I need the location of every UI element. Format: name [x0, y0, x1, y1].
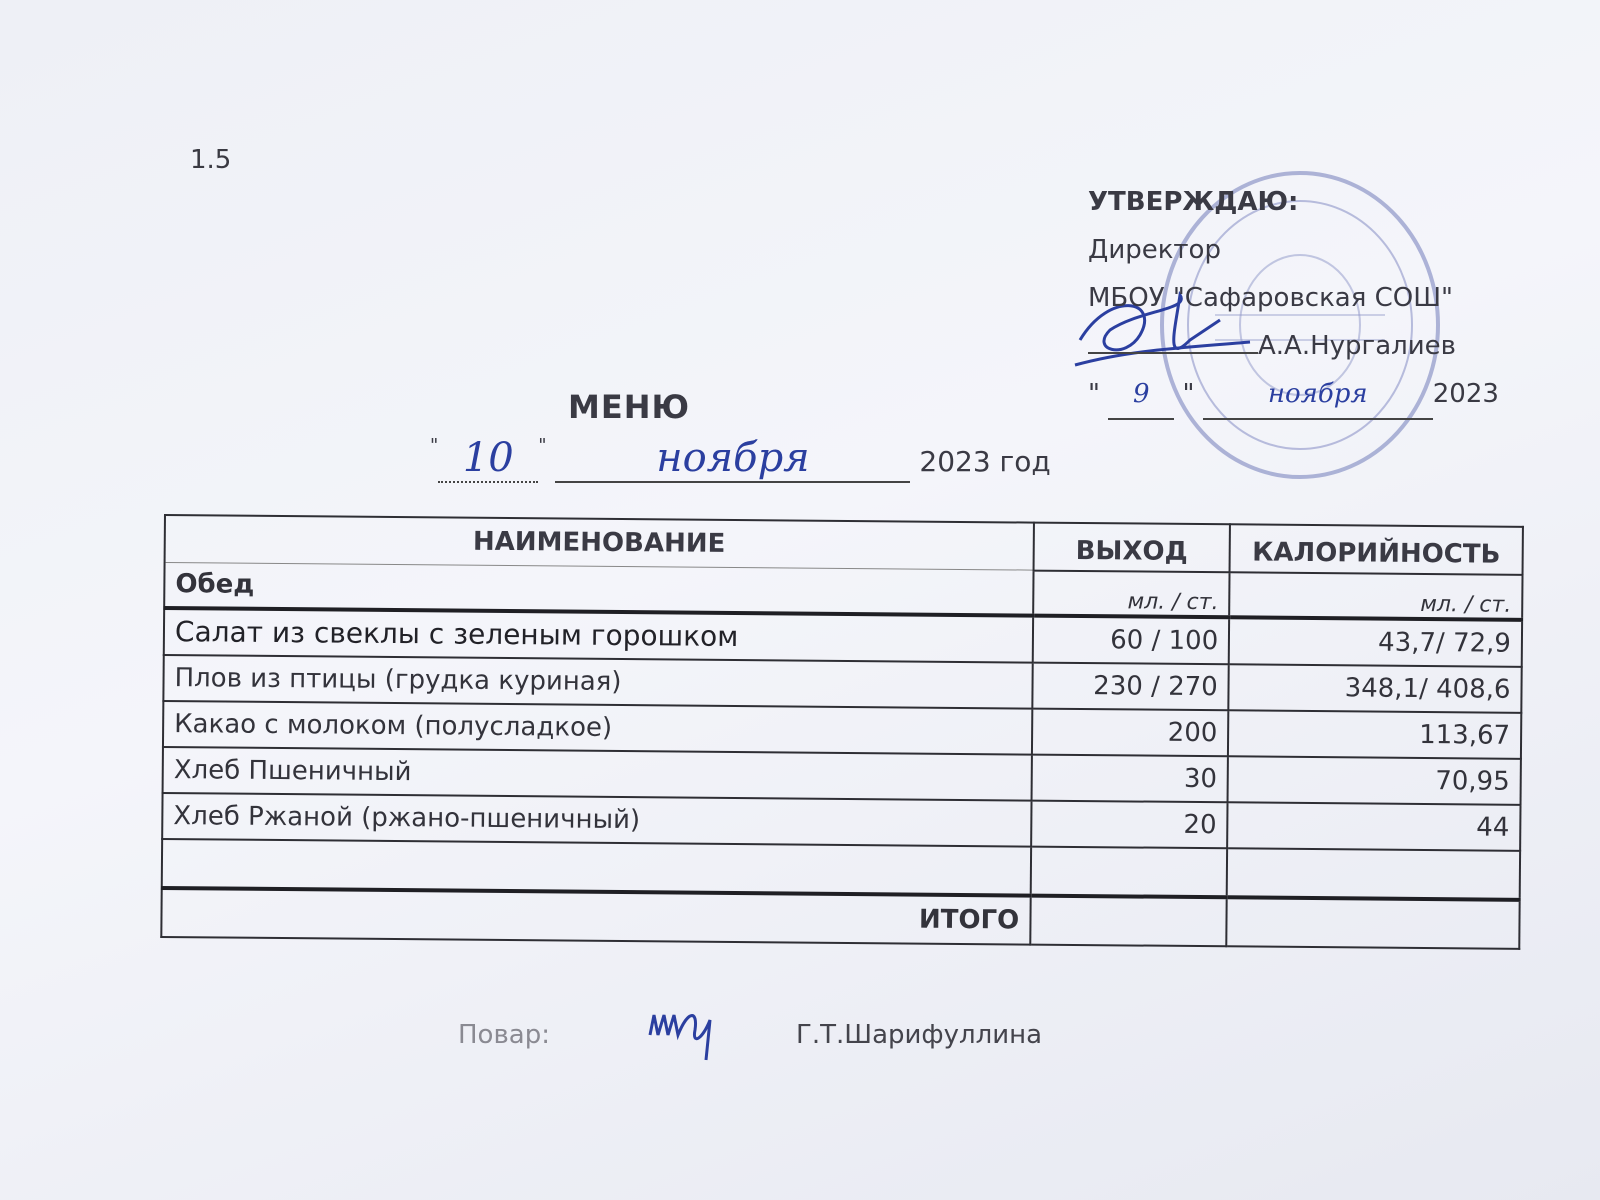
- empty-cell: [1227, 848, 1520, 900]
- cook-name: Г.Т.Шарифуллина: [796, 1020, 1043, 1050]
- cook-signature-icon: [640, 990, 750, 1070]
- header-name: НАИМЕНОВАНИЕ: [165, 515, 1034, 570]
- approval-title: УТВЕРЖДАЮ:: [1088, 187, 1299, 217]
- menu-month: ноября: [555, 435, 910, 483]
- page-number: 1.5: [190, 145, 232, 175]
- units-yield: мл. / ст.: [1033, 570, 1230, 617]
- approval-month: ноября: [1203, 370, 1433, 420]
- dish-name: Плов из птицы (грудка куриная): [163, 655, 1032, 709]
- header-yield: ВЫХОД: [1033, 523, 1230, 572]
- dish-calories: 113,67: [1228, 710, 1521, 759]
- dish-name: Хлеб Пшеничный: [163, 746, 1032, 800]
- dish-name: Хлеб Ржаной (ржано-пшеничный): [162, 792, 1031, 846]
- units-calories: мл. / ст.: [1229, 572, 1522, 620]
- approval-day: 9: [1108, 370, 1174, 420]
- dish-yield: 30: [1031, 754, 1228, 802]
- approval-position: Директор: [1088, 235, 1221, 265]
- approval-signature-line: [1088, 322, 1499, 370]
- menu-year: 2023 год: [919, 445, 1051, 478]
- approval-organization: МБОУ "Сафаровская СОШ": [1088, 283, 1454, 313]
- cook-label: Повар:: [458, 1020, 550, 1050]
- empty-cell: [162, 838, 1031, 895]
- approval-date: " 9 " ноября 2023: [1088, 370, 1499, 420]
- total-label: ИТОГО: [161, 887, 1030, 944]
- dish-name: Салат из свеклы с зеленым горошком: [164, 608, 1033, 663]
- dish-calories: 70,95: [1228, 756, 1521, 805]
- dish-yield: 200: [1032, 708, 1229, 756]
- meal-name: Обед: [164, 563, 1033, 616]
- dish-calories: 43,7/ 72,9: [1229, 617, 1522, 667]
- menu-table: [160, 514, 1524, 949]
- dish-yield: 60 / 100: [1032, 615, 1229, 664]
- total-yield-cell: [1030, 895, 1227, 946]
- menu-date: " 10 " ноября 2023 год: [430, 435, 1051, 481]
- dish-calories: 44: [1227, 802, 1520, 851]
- dish-name: Какао с молоком (полусладкое): [163, 701, 1032, 755]
- header-calories: КАЛОРИЙНОСТЬ: [1230, 524, 1523, 574]
- total-row: [161, 887, 1519, 948]
- approval-name: А.А.Нургалиев: [1258, 331, 1456, 361]
- total-calories-cell: [1227, 897, 1520, 949]
- empty-cell: [1030, 846, 1227, 897]
- dish-yield: 230 / 270: [1032, 662, 1229, 710]
- approval-year: 2023: [1432, 379, 1499, 409]
- dish-calories: 348,1/ 408,6: [1229, 664, 1522, 713]
- approval-block: [1088, 178, 1499, 420]
- menu-day: 10: [438, 435, 538, 483]
- menu-title: МЕНЮ: [568, 388, 691, 426]
- dish-yield: 20: [1031, 800, 1228, 848]
- signature-underline: [1088, 328, 1258, 354]
